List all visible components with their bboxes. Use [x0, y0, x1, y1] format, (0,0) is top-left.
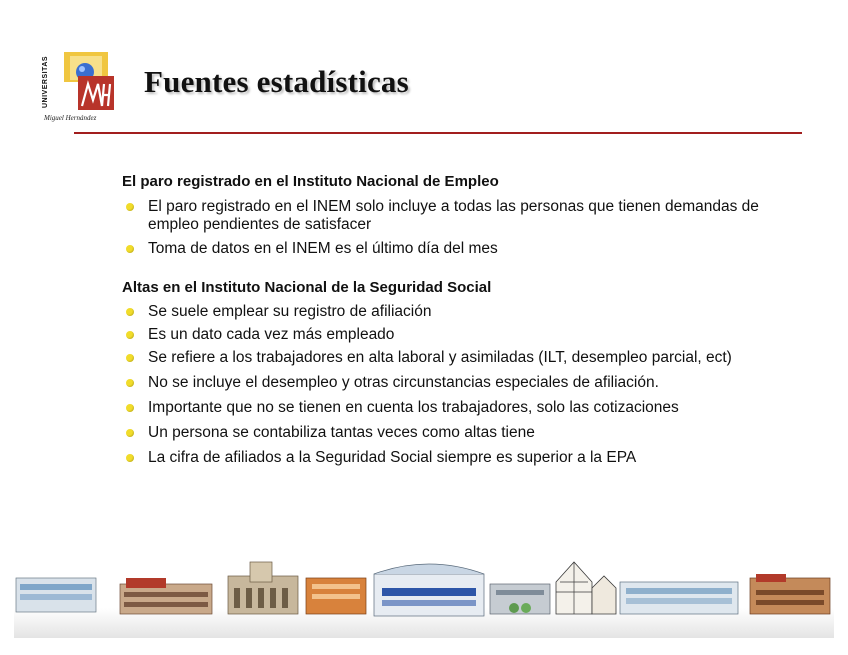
logo-monogram-icon — [58, 50, 116, 112]
campus-buildings-illustration — [14, 548, 834, 638]
bullet-icon — [126, 245, 134, 253]
list-item — [122, 374, 812, 392]
list-item-text: Es un dato cada vez más empleado — [148, 326, 395, 343]
list-item — [122, 198, 812, 234]
list-item-text: Se suele emplear su registro de afiliación — [148, 303, 432, 320]
bullet-icon — [126, 429, 134, 437]
list-item-text: Toma de datos en el INEM es el último día del mes — [148, 240, 498, 257]
bullet-icon — [126, 379, 134, 387]
bullet-list — [122, 303, 812, 467]
list-item-text: No se incluye el desempleo y otras circunstancias especiales de afiliación. — [148, 374, 659, 391]
list-item-text: La cifra de afiliados a la Seguridad Social siempre es superior a la EPA — [148, 449, 637, 466]
list-item — [122, 349, 812, 367]
bullet-icon — [126, 331, 134, 339]
university-logo — [42, 50, 120, 126]
list-item-text: Importante que no se tienen en cuenta los trabajadores, solo las cotizaciones — [148, 399, 679, 416]
bullet-icon — [126, 454, 134, 462]
bullet-icon — [126, 404, 134, 412]
list-item — [122, 303, 812, 321]
list-item-text: Un persona se contabiliza tantas veces como altas tiene — [148, 424, 535, 441]
logo-vertical-text: UNIVERSITAS — [42, 55, 49, 109]
list-item-text: Se refiere a los trabajadores en alta laboral y asimiladas (ILT, desempleo parcial, ect) — [148, 349, 732, 366]
list-item — [122, 424, 812, 442]
list-item — [122, 449, 812, 467]
logo-caption: Miguel Hernández — [44, 114, 97, 122]
title-divider — [74, 132, 802, 134]
list-item — [122, 399, 812, 417]
slide-content — [122, 172, 812, 467]
bullet-icon — [126, 308, 134, 316]
section-heading: Altas en el Instituto Nacional de la Seguridad Social — [122, 279, 492, 296]
slide-title: Fuentes estadísticas — [144, 64, 409, 99]
section-paro-registrado — [122, 172, 812, 258]
list-item-text: El paro registrado en el INEM solo incluye a todas las personas que tienen demandas de empleo pendientes de satisfacer — [148, 198, 759, 233]
section-heading: El paro registrado en el Instituto Nacional de Empleo — [122, 173, 499, 190]
list-item — [122, 240, 812, 258]
bullet-list — [122, 198, 812, 258]
bullet-icon — [126, 354, 134, 362]
list-item — [122, 326, 812, 344]
bullet-icon — [126, 203, 134, 211]
section-altas-seguridad-social — [122, 278, 812, 467]
